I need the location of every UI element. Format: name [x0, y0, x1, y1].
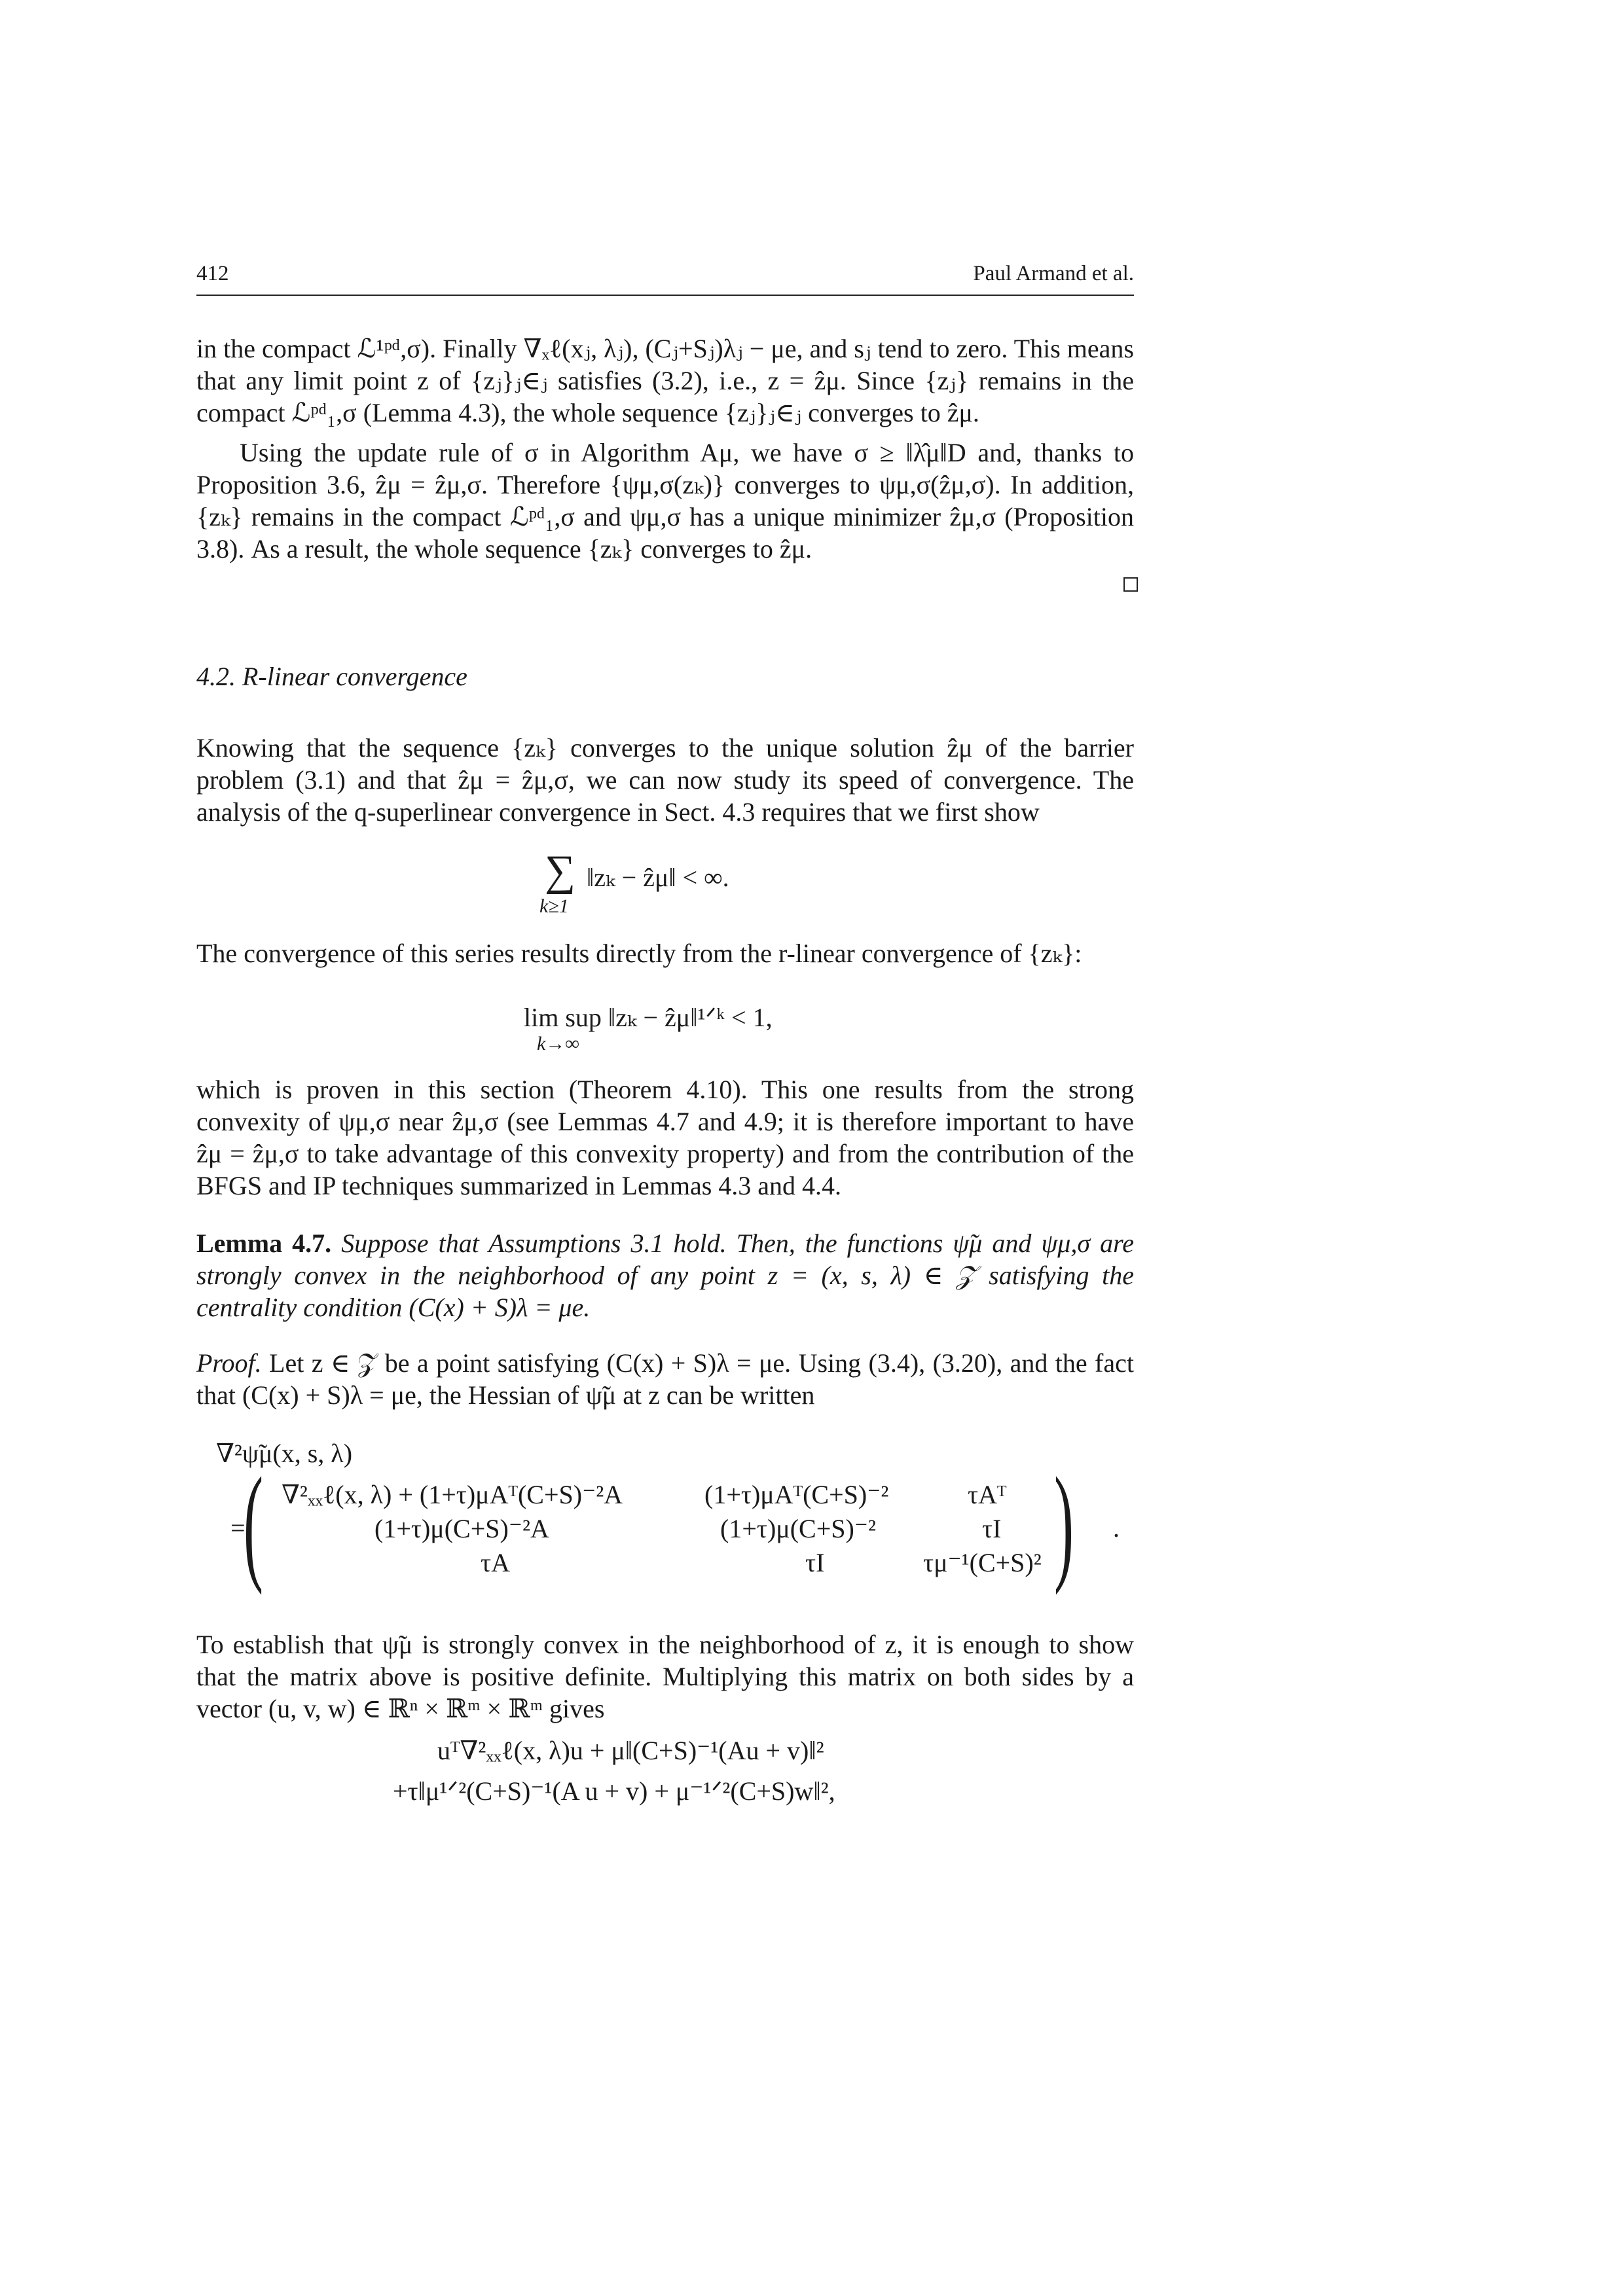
proof [196, 1347, 1134, 1411]
equation-limsup-subscript: k→∞ [537, 1033, 579, 1054]
equation-final-line-1: uᵀ∇²ₓₓℓ(x, λ)u + μ‖(C+S)⁻¹(Au + v)‖² [437, 1736, 824, 1765]
proof-text: Let z ∈ 𝒵 be a point satisfying (C(x) + S)λ = μe. Using (3.4), (3.20), and the fact that (C(x) + S)λ = μe, the Hessian of ψ̃μ at z can be written [196, 1348, 1134, 1410]
header-rule [196, 295, 1134, 296]
running-head: Paul Armand et al. [973, 262, 1134, 285]
matrix-r2c2: (1+τ)μ(C+S)⁻² [720, 1514, 876, 1543]
paragraph-establish: To establish that ψ̃μ is strongly convex in the neighborhood of z, it is enough to show that the matrix above is positive definite. Multiplying this matrix on both sides by a vector (u, v, w) ∈ ℝⁿ × ℝᵐ × ℝᵐ gives [196, 1630, 1134, 1723]
proof-label: Proof. [196, 1348, 262, 1378]
summation-sign: ∑ [545, 847, 576, 895]
qed-square-icon [1123, 577, 1138, 592]
paragraph-series: The convergence of this series results directly from the r-linear convergence of {zₖ}: [196, 939, 1082, 968]
matrix-r2c1: (1+τ)μ(C+S)⁻²A [374, 1514, 549, 1543]
equation-limsup: lim sup ‖zₖ − ẑμ‖¹ᐟᵏ < 1, [524, 1003, 773, 1032]
matrix-r2c3: τI [982, 1514, 1002, 1543]
paragraph-proven: which is proven in this section (Theorem 4.10). This one results from the strong convexity of ψμ,σ near ẑμ,σ (see Lemmas 4.7 and 4.9; it is therefore important to have ẑμ = ẑμ,σ to take advantage of this convexity property) and from the contribution of the BFGS and IP techniques summarized in Lemmas 4.3 and 4.4. [196, 1075, 1134, 1200]
paragraph-update-rule: Using the update rule of σ in Algorithm Aμ, we have σ ≥ ‖λ̂μ‖D and, thanks to Proposition 3.6, ẑμ = ẑμ,σ. Therefore {ψμ,σ(zₖ)} converges to ψμ,σ(ẑμ,σ). In addition, {zₖ} remains in the compact ℒᵖᵈ₁,σ and ψμ,σ has a unique minimizer ẑμ,σ (Proposition 3.8). As a result, the whole sequence {zₖ} converges to ẑμ. [196, 438, 1134, 564]
equation-sum-subscript: k≥1 [539, 895, 569, 917]
lemma-4-7 [196, 1227, 1134, 1323]
matrix-period: . [1113, 1513, 1120, 1543]
matrix-r1c2: (1+τ)μAᵀ(C+S)⁻² [704, 1480, 889, 1509]
matrix-left-paren: ( [244, 1451, 263, 1596]
matrix-r3c2: τI [805, 1548, 825, 1577]
lemma-label: Lemma 4.7. [196, 1229, 332, 1258]
hessian-lhs: ∇²ψ̃μ(x, s, λ) [216, 1439, 353, 1468]
paragraph-knowing: Knowing that the sequence {zₖ} converges to the unique solution ẑμ of the barrier problem (3.1) and that ẑμ = ẑμ,σ, we can now study its speed of convergence. The analysis of the q-superlinear convergence in Sect. 4.3 requires that we first show [196, 733, 1134, 827]
matrix-r3c3: τμ⁻¹(C+S)² [923, 1548, 1042, 1577]
matrix-r1c1: ∇²ₓₓℓ(x, λ) + (1+τ)μAᵀ(C+S)⁻²A [282, 1480, 623, 1509]
matrix-equals: = [230, 1513, 246, 1543]
matrix-r3c1: τA [481, 1548, 510, 1577]
paragraph-continuation: in the compact ℒ¹ᵖᵈ,σ). Finally ∇ₓℓ(xⱼ, λⱼ), (Cⱼ+Sⱼ)λⱼ − μe, and sⱼ tend to zero. This means that any limit point z of {zⱼ}ⱼ∈ⱼ satisfies (3.2), i.e., z = ẑμ. Since {zⱼ} remains in the compact ℒᵖᵈ₁,σ (Lemma 4.3), the whole sequence {zⱼ}ⱼ∈ⱼ converges to ẑμ. [196, 334, 1134, 427]
equation-sum: ‖zₖ − ẑμ‖ < ∞. [587, 863, 729, 892]
lemma-statement: Suppose that Assumptions 3.1 hold. Then, the functions ψ̃μ and ψμ,σ are strongly convex in the neighborhood of any point z = (x, s, λ) ∈ 𝒵 satisfying the centrality condition (C(x) + S)λ = μe. [196, 1229, 1134, 1322]
matrix-r1c3: τAᵀ [968, 1480, 1007, 1509]
equation-final-line-2: +τ‖μ¹ᐟ²(C+S)⁻¹(A u + v) + μ⁻¹ᐟ²(C+S)w‖², [393, 1776, 835, 1806]
matrix-right-paren: ) [1054, 1451, 1074, 1596]
section-heading: 4.2. R-linear convergence [196, 662, 467, 691]
page-number: 412 [196, 262, 229, 285]
